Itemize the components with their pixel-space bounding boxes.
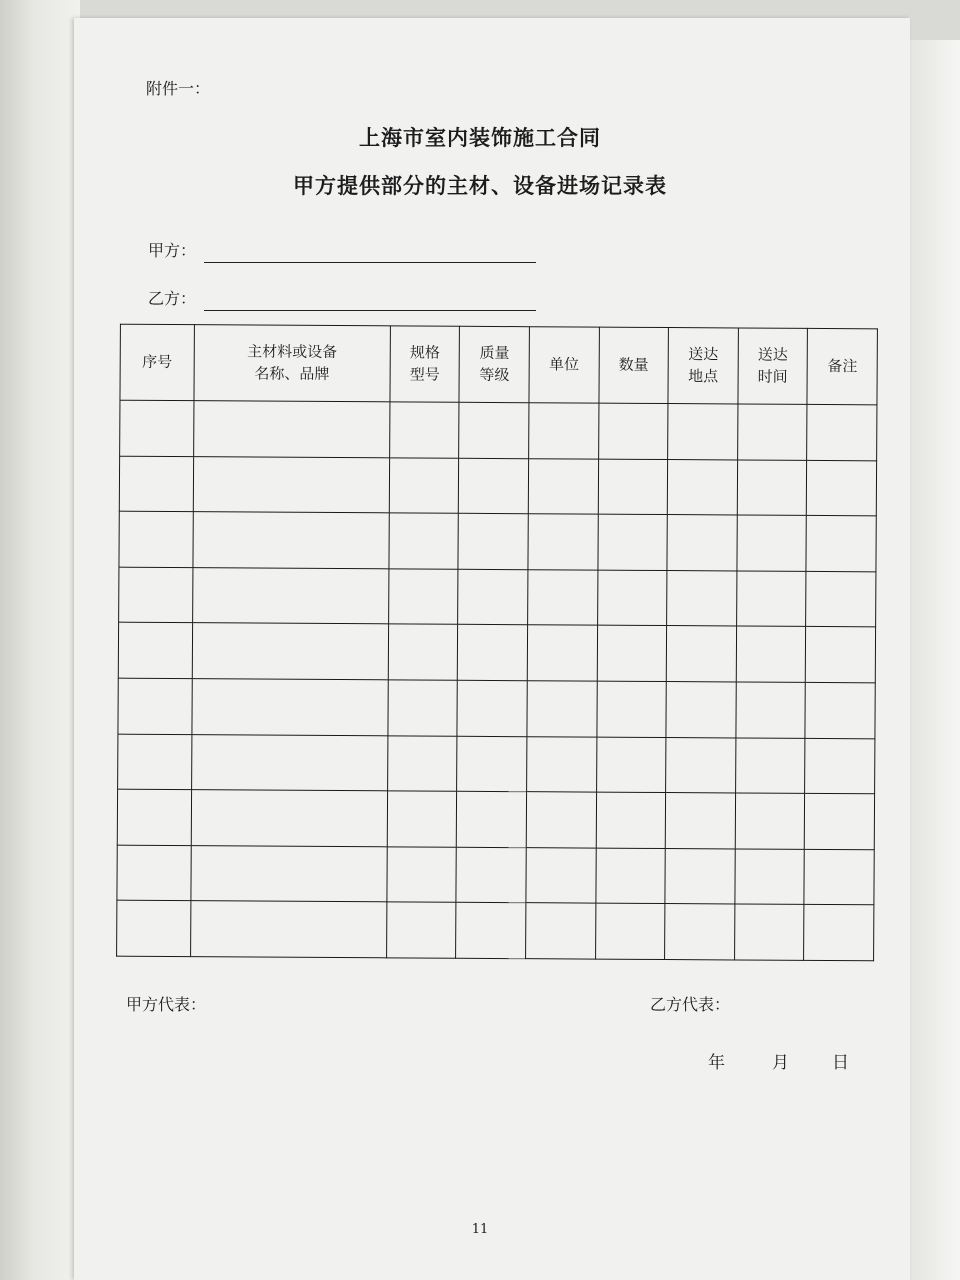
table-row (119, 567, 876, 627)
table-cell[interactable] (807, 404, 877, 460)
party-a-representative-label: 甲方代表： (126, 995, 207, 1014)
table-cell[interactable] (191, 790, 387, 847)
table-cell[interactable] (387, 847, 457, 903)
table-row (119, 511, 876, 571)
table-cell[interactable] (527, 681, 597, 737)
table-row (117, 789, 874, 849)
table-cell[interactable] (459, 402, 529, 458)
table-cell[interactable] (388, 569, 458, 625)
table-row (120, 400, 877, 460)
page-number: 11 (471, 1222, 489, 1237)
table-cell[interactable] (598, 459, 668, 515)
party-b-representative-label: 乙方代表： (650, 995, 731, 1014)
table-cell[interactable] (527, 736, 597, 792)
table-cell[interactable] (737, 460, 807, 516)
header-serial: 序号 (120, 324, 194, 400)
table-cell[interactable] (118, 734, 192, 790)
table-cell[interactable] (596, 737, 666, 793)
party-a-field (148, 238, 196, 261)
contract-title: 上海市室内装饰施工合同 (359, 126, 601, 150)
table-cell[interactable] (526, 903, 596, 959)
table-header-row (120, 324, 877, 405)
header-unit: 单位 (529, 327, 599, 403)
table-cell[interactable] (456, 847, 526, 903)
table-cell[interactable] (458, 625, 528, 681)
table-cell[interactable] (526, 847, 596, 903)
table-cell[interactable] (667, 570, 737, 626)
table-cell[interactable] (119, 567, 193, 623)
table-cell[interactable] (804, 905, 874, 961)
table-cell[interactable] (805, 794, 875, 850)
annex-label: 附件一： (146, 79, 211, 98)
table-cell[interactable] (117, 845, 191, 901)
table-cell[interactable] (598, 514, 668, 570)
table-cell[interactable] (805, 682, 875, 738)
party-a-label: 甲方： (148, 241, 197, 260)
table-cell[interactable] (190, 901, 386, 958)
header-quality-grade: 质量 等级 (459, 326, 529, 402)
table-cell[interactable] (389, 513, 459, 569)
table-cell[interactable] (597, 570, 667, 626)
table-cell[interactable] (193, 401, 389, 458)
table-cell[interactable] (667, 459, 737, 515)
table-cell[interactable] (388, 624, 458, 680)
header-delivery-time: 送达 时间 (738, 328, 808, 404)
table-cell[interactable] (528, 514, 598, 570)
table-cell[interactable] (118, 678, 192, 734)
table-cell[interactable] (804, 849, 874, 905)
table-cell[interactable] (596, 792, 666, 848)
table-cell[interactable] (597, 625, 667, 681)
table-cell[interactable] (528, 458, 598, 514)
table-cell[interactable] (805, 738, 875, 794)
table-cell[interactable] (526, 792, 596, 848)
table-cell[interactable] (737, 515, 807, 571)
table-cell[interactable] (389, 457, 459, 513)
table-cell[interactable] (667, 515, 737, 571)
table-cell[interactable] (736, 682, 806, 738)
table-cell[interactable] (117, 789, 191, 845)
table-cell[interactable] (527, 625, 597, 681)
table-row (119, 456, 876, 516)
table-cell[interactable] (390, 402, 460, 458)
table-cell[interactable] (386, 902, 456, 958)
table-cell[interactable] (192, 567, 388, 624)
table-cell[interactable] (119, 456, 193, 512)
party-b-blank-line (204, 310, 536, 311)
header-delivery-place: 送达 地点 (668, 328, 738, 404)
header-remarks: 备注 (807, 328, 877, 404)
table-cell[interactable] (387, 735, 457, 791)
party-a-blank-line (204, 262, 536, 263)
table-cell[interactable] (735, 793, 805, 849)
table-cell[interactable] (458, 513, 528, 569)
table-cell[interactable] (388, 680, 458, 736)
record-table (116, 324, 878, 962)
table-cell[interactable] (666, 737, 736, 793)
form-title: 甲方提供部分的主材、设备进场记录表 (293, 174, 667, 198)
table-cell[interactable] (191, 845, 387, 902)
table-row (117, 845, 874, 905)
table-cell[interactable] (735, 849, 805, 905)
table-cell[interactable] (117, 901, 191, 957)
table-cell[interactable] (193, 456, 389, 513)
table-cell[interactable] (737, 404, 807, 460)
table-cell[interactable] (457, 680, 527, 736)
party-b-label: 乙方： (148, 289, 197, 308)
date-day-label: 日 (832, 1053, 849, 1073)
header-material-name-brand: 主材料或设备 名称、品牌 (194, 325, 391, 402)
table-cell[interactable] (119, 511, 193, 567)
table-cell[interactable] (666, 682, 736, 738)
table-body (117, 400, 877, 961)
table-cell[interactable] (807, 460, 877, 516)
table-cell[interactable] (806, 516, 876, 572)
record-table-container (116, 324, 878, 961)
table-cell[interactable] (736, 571, 806, 627)
date-year-label: 年 (708, 1053, 725, 1073)
table-cell[interactable] (457, 791, 527, 847)
table-cell[interactable] (735, 738, 805, 794)
table-row (118, 734, 875, 794)
table-cell[interactable] (665, 793, 735, 849)
table-cell[interactable] (387, 791, 457, 847)
table-cell[interactable] (666, 626, 736, 682)
table-cell[interactable] (665, 848, 735, 904)
header-spec-model: 规格 型号 (390, 326, 460, 402)
table-cell[interactable] (597, 681, 667, 737)
table-cell[interactable] (806, 571, 876, 627)
table-cell[interactable] (665, 904, 735, 960)
table-cell[interactable] (734, 904, 804, 960)
table-cell[interactable] (668, 404, 738, 460)
table-cell[interactable] (736, 626, 806, 682)
table-cell[interactable] (598, 403, 668, 459)
table-cell[interactable] (596, 848, 666, 904)
header-quantity: 数量 (599, 327, 669, 403)
table-cell[interactable] (457, 736, 527, 792)
table-cell[interactable] (595, 903, 665, 959)
table-cell[interactable] (529, 403, 599, 459)
table-cell[interactable] (120, 400, 194, 456)
table-cell[interactable] (459, 458, 529, 514)
party-b-field (148, 286, 196, 309)
table-row (118, 623, 875, 683)
table-cell[interactable] (528, 569, 598, 625)
table-cell[interactable] (192, 623, 388, 680)
date-month-label: 月 (772, 1053, 789, 1073)
table-row (118, 678, 875, 738)
table-cell[interactable] (193, 512, 389, 569)
table-cell[interactable] (806, 627, 876, 683)
table-cell[interactable] (458, 569, 528, 625)
table-row (117, 901, 874, 961)
table-cell[interactable] (118, 623, 192, 679)
next-page-edge (905, 40, 960, 1280)
table-cell[interactable] (192, 679, 388, 736)
table-cell[interactable] (456, 903, 526, 959)
table-cell[interactable] (191, 734, 387, 791)
